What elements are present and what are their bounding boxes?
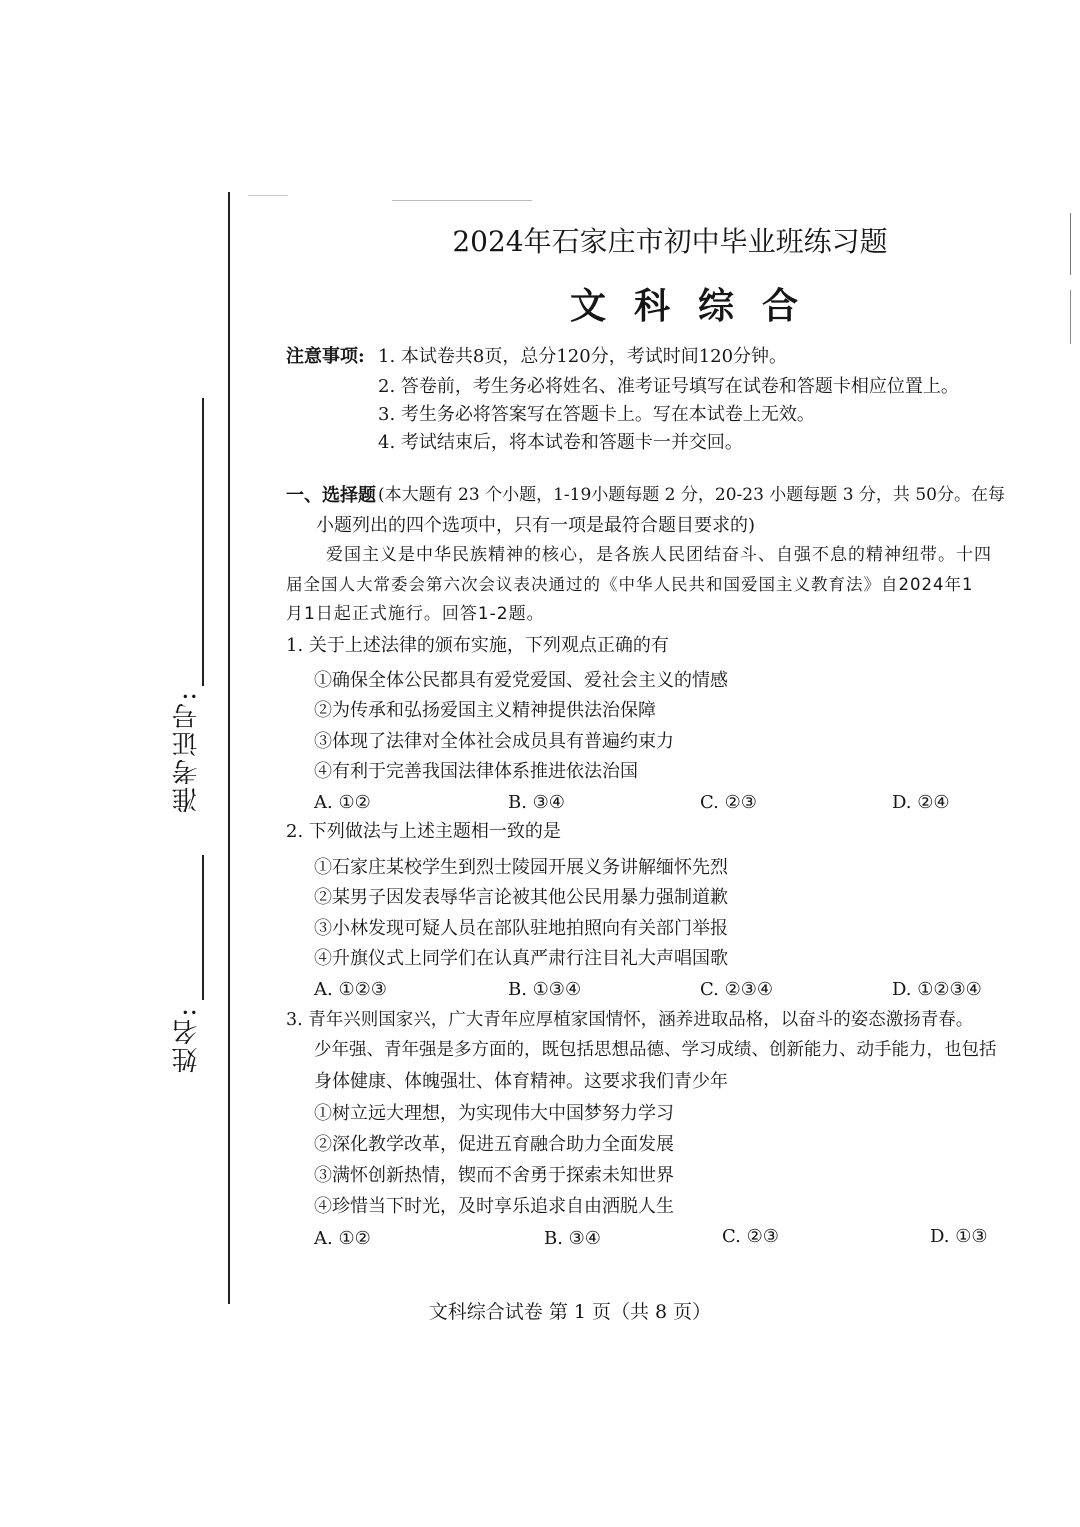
section-label: 一、选择题 <box>286 485 376 506</box>
section-description: (本大题有 23 个小题，1-19小题每题 2 分，20-23 小题每题 3 分，共 50分。在每 <box>378 485 1005 505</box>
subject-title: 文科综合 <box>569 285 826 327</box>
intro-paragraph: 届全国人大常委会第六次会议表决通过的《中华人民共和国爱国主义教育法》自2024年1 <box>286 575 974 594</box>
right-edge-line <box>1070 213 1071 275</box>
intro-paragraph: 月1日起正式施行。回答1-2题。 <box>286 604 545 624</box>
question-item: ③满怀创新热情，锲而不舍勇于探索未知世界 <box>314 1165 674 1186</box>
question-stem: 2. 下列做法与上述主题相一致的是 <box>286 821 561 842</box>
answer-option: A. ①②③ <box>314 979 387 1000</box>
question-item: ①树立远大理想，为实现伟大中国梦努力学习 <box>314 1103 674 1124</box>
question-item: ②为传承和弘扬爱国主义精神提供法治保障 <box>314 700 656 721</box>
question-item: ②某男子因发表辱华言论被其他公民用暴力强制道歉 <box>314 887 728 908</box>
exam-id-label: 准考证号: <box>172 690 202 813</box>
notice-item: 3. 考生务必将答案写在答题卡上。写在本试卷上无效。 <box>378 404 815 425</box>
question-item: ④珍惜当下时光，及时享乐追求自由洒脱人生 <box>314 1196 674 1217</box>
top-rule <box>248 195 288 196</box>
notice-item: 2. 答卷前，考生务必将姓名、准考证号填写在试卷和答题卡相应位置上。 <box>378 376 959 397</box>
question-item: ③小林发现可疑人员在部队驻地拍照向有关部门举报 <box>314 918 728 939</box>
notice-label: 注意事项: <box>286 346 365 367</box>
answer-option: D. ②④ <box>892 792 950 813</box>
binding-margin-line <box>228 192 230 1304</box>
answer-option: B. ③④ <box>544 1228 601 1249</box>
answer-option: C. ②③④ <box>700 979 773 1000</box>
answer-option: A. ①② <box>314 1228 371 1249</box>
answer-option: C. ②③ <box>722 1226 779 1247</box>
question-item: ④升旗仪式上同学们在认真严肃行注目礼大声唱国歌 <box>314 948 728 969</box>
question-stem: 1. 关于上述法律的颁布实施，下列观点正确的有 <box>286 635 669 656</box>
question-item: ①确保全体公民都具有爱党爱国、爱社会主义的情感 <box>314 670 728 691</box>
exam-id-blank-line <box>202 398 204 686</box>
name-blank-line <box>202 855 204 1000</box>
answer-option: B. ①③④ <box>508 979 582 1000</box>
page-footer: 文科综合试卷 第 1 页（共 8 页） <box>428 1301 712 1323</box>
answer-option: B. ③④ <box>508 792 565 813</box>
question-stem: 3. 青年兴则国家兴，广大青年应厚植家国情怀，涵养进取品格，以奋斗的姿态激扬青春。 <box>286 1010 974 1030</box>
exam-title: 2024年石家庄市初中毕业班练习题 <box>452 225 888 258</box>
top-rule <box>392 200 532 201</box>
question-item: ①石家庄某校学生到烈士陵园开展义务讲解缅怀先烈 <box>314 857 728 878</box>
answer-option: C. ②③ <box>700 792 757 813</box>
notice-item: 4. 考试结束后，将本试卷和答题卡一并交回。 <box>378 432 743 453</box>
intro-paragraph: 爱国主义是中华民族精神的核心，是各族人民团结奋斗、自强不息的精神纽带。十四 <box>326 545 992 565</box>
question-stem: 身体健康、体魄强壮、体育精神。这要求我们青少年 <box>314 1071 728 1092</box>
question-item: ④有利于完善我国法律体系推进依法治国 <box>314 761 638 782</box>
answer-option: D. ①③ <box>930 1226 988 1247</box>
name-label: 姓名: <box>172 1006 202 1073</box>
answer-option: A. ①② <box>314 792 371 813</box>
section-description: 小题列出的四个选项中，只有一项是最符合题目要求的) <box>316 515 756 536</box>
question-stem: 少年强、青年强是多方面的，既包括思想品德、学习成绩、创新能力、动手能力，也包括 <box>314 1040 997 1060</box>
question-item: ③体现了法律对全体社会成员具有普遍约束力 <box>314 731 674 752</box>
question-item: ②深化教学改革，促进五育融合助力全面发展 <box>314 1134 674 1155</box>
notice-item: 1. 本试卷共8页，总分120分，考试时间120分钟。 <box>378 346 788 367</box>
answer-option: D. ①②③④ <box>892 979 982 1000</box>
